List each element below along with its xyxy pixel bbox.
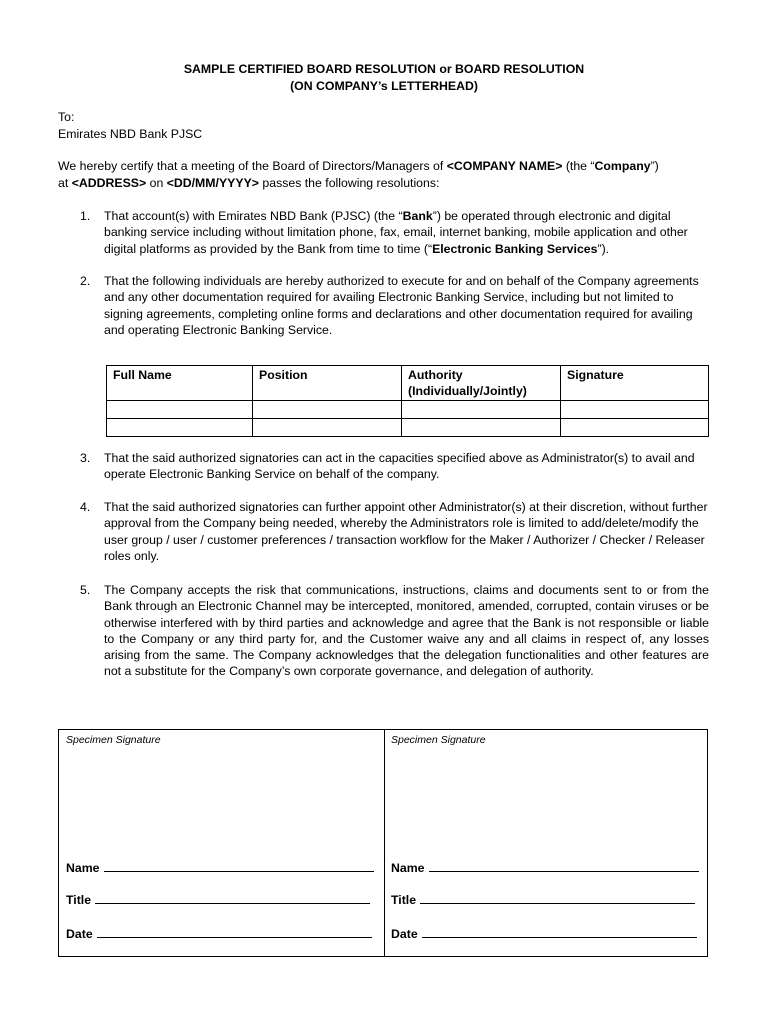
resolution-5-number: 5. xyxy=(80,583,91,597)
resolution-5-text: The Company accepts the risk that communications, instructions, claims and documents sent to or from the Bank through an Electronic Channel may be intercepted, monitored, amended, corrupted, contain viruses or be otherwise interfered with by third parties and acknowledge and agree that the Bank is not responsible or liable to the Company or any third party for, and the Customer waive any and all claims in respect of, any losses arising from the same. The Company acknowledges that the delegation functionalities and other features are not a substitute for the Company’s own corporate governance, and delegation of authority. xyxy=(104,583,709,679)
table-row xyxy=(107,401,709,419)
table-row xyxy=(107,419,709,437)
document-title-line2: (ON COMPANY’s LETTERHEAD) xyxy=(290,79,478,93)
table-cell xyxy=(107,419,253,437)
company-name-placeholder: <COMPANY NAME> xyxy=(446,159,563,173)
intro-line-1: We hereby certify that a meeting of the Board of Directors/Managers of <COMPANY NAME> (the “Company”) xyxy=(58,159,659,173)
col-header-authority: Authority (Individually/Jointly) xyxy=(402,366,561,401)
document-title-line1: SAMPLE CERTIFIED BOARD RESOLUTION or BOARD RESOLUTION xyxy=(183,62,585,76)
resolution-2-text: That the following individuals are hereby authorized to execute for and on behalf of the Company agreements and any other documentation required for availing Electronic Banking Service, including but not limited to signing agreements, completing online forms and declarations and other documentation required for availing and operating Electronic Banking Service. xyxy=(104,274,699,337)
col-header-position: Position xyxy=(253,366,402,401)
resolution-2-number: 2. xyxy=(80,274,91,288)
resolution-1-number: 1. xyxy=(80,209,91,223)
to-label: To: xyxy=(58,110,75,124)
col-header-full-name: Full Name xyxy=(107,366,253,401)
table-cell xyxy=(253,419,402,437)
table-cell xyxy=(253,401,402,419)
intro-line-2: at <ADDRESS> on <DD/MM/YYYY> passes the following resolutions: xyxy=(58,176,440,190)
specimen-signature-box xyxy=(58,729,708,957)
resolution-4-text: That the said authorized signatories can further appoint other Administrator(s) at their discretion, without further approval from the Company being needed, whereby the Administrators role is limited to add/delete/modify the user group / user / customer preferences / transaction workflow for the Maker / Authorizer / Checker / Releaser roles only. xyxy=(104,500,708,563)
left-name-field[interactable]: Name xyxy=(66,860,374,876)
left-title-field[interactable]: Title xyxy=(66,892,370,908)
recipient-bank-name: Emirates NBD Bank PJSC xyxy=(58,127,203,141)
right-specimen-signature-label: Specimen Signature xyxy=(391,734,486,746)
table-cell xyxy=(561,401,709,419)
right-date-field[interactable]: Date xyxy=(391,926,697,942)
table-cell xyxy=(561,419,709,437)
table-cell xyxy=(402,401,561,419)
resolution-1-text: That account(s) with Emirates NBD Bank (PJSC) (the “Bank”) be operated through electronic and digital banking service including without limitation phone, fax, email, internet banking, mobile application and other digital platforms as provided by the Bank from time to time (“Electronic Banking Services”). xyxy=(104,209,688,256)
col-header-signature: Signature xyxy=(561,366,709,401)
table-cell xyxy=(402,419,561,437)
address-placeholder: <ADDRESS> xyxy=(71,176,147,190)
left-date-field[interactable]: Date xyxy=(66,926,372,942)
resolution-3-number: 3. xyxy=(80,451,91,465)
table-cell xyxy=(107,401,253,419)
table-header-row xyxy=(107,366,709,401)
resolution-4-number: 4. xyxy=(80,500,91,514)
right-title-field[interactable]: Title xyxy=(391,892,695,908)
date-placeholder: <DD/MM/YYYY> xyxy=(166,176,259,190)
resolution-3-text: That the said authorized signatories can act in the capacities specified above as Administrator(s) to avail and operate Electronic Banking Service on behalf of the company. xyxy=(104,451,695,482)
signature-box-divider xyxy=(384,730,385,956)
right-name-field[interactable]: Name xyxy=(391,860,699,876)
left-specimen-signature-label: Specimen Signature xyxy=(66,734,161,746)
authorized-signatories-table xyxy=(106,365,709,437)
